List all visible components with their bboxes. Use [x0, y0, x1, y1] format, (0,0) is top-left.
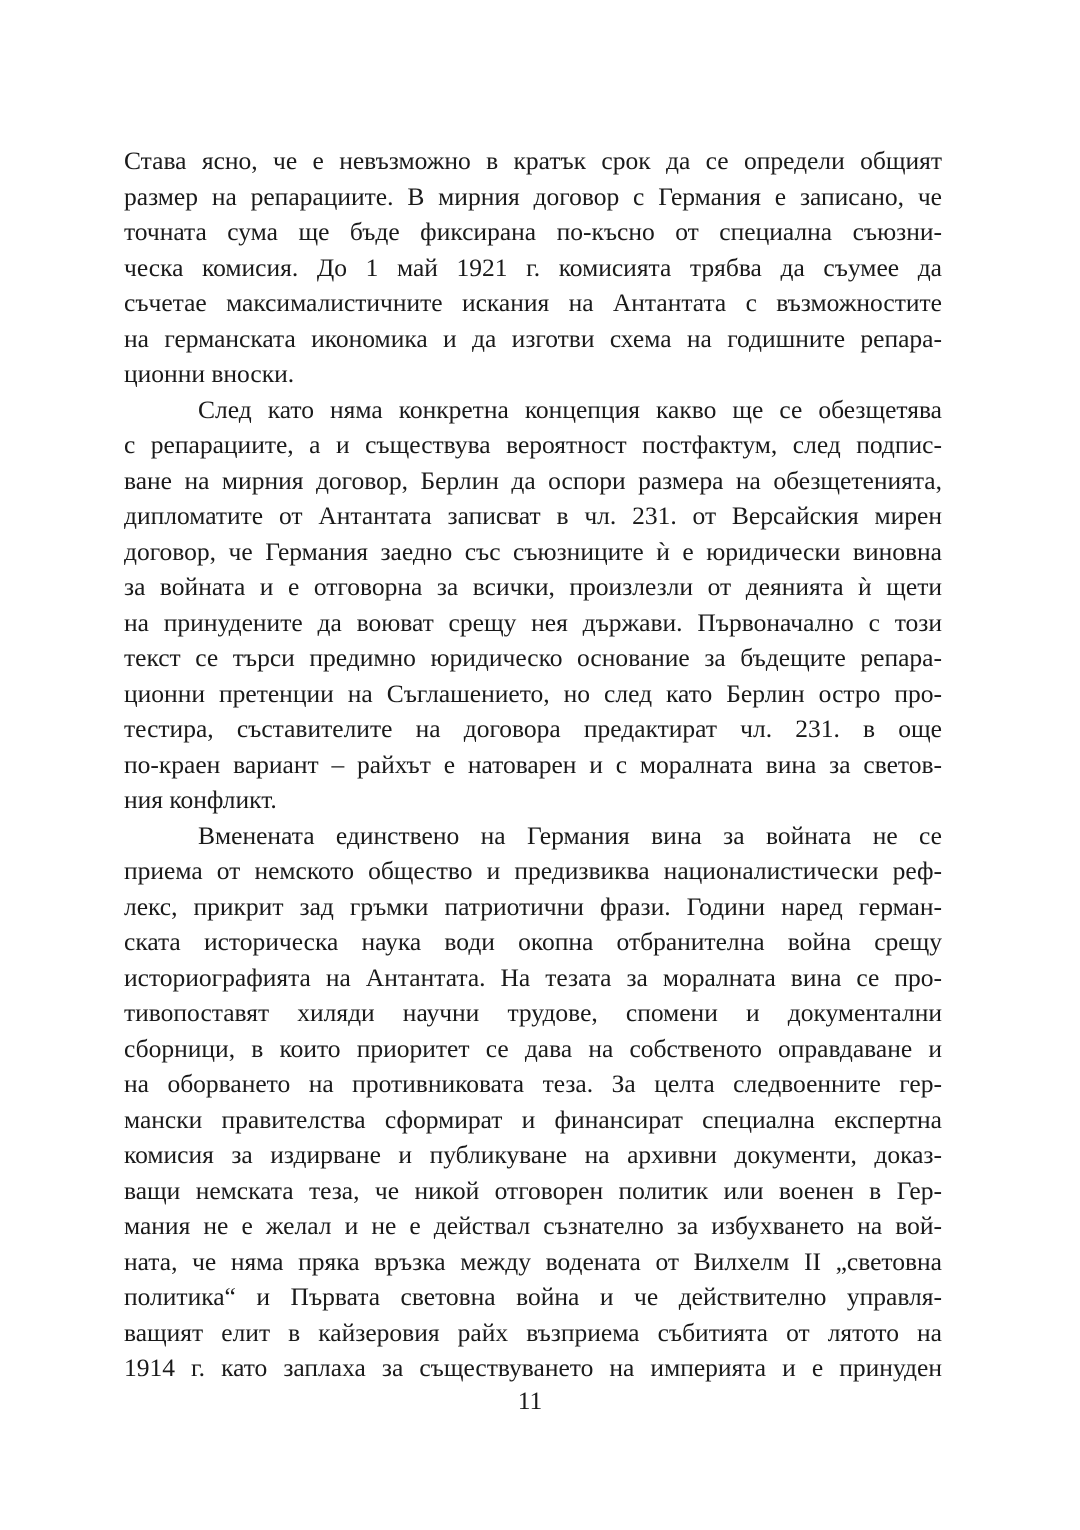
- paragraph-3-line-9: мански правителства сформират и финансират специална експертна: [124, 1104, 942, 1134]
- paragraph-3-line-16: 1914 г. като заплаха за съществуването на империята и е принуден: [124, 1353, 942, 1382]
- paragraph-1-line-6: на германската икономика и да изготви схема на годишните репара-: [124, 323, 942, 353]
- paragraph-1-line-2: размер на репарациите. В мирния договор с Германия е записано, че: [124, 181, 942, 211]
- paragraph-1-line-5: съчетае максималистичните искания на Антантата с възможностите: [124, 288, 942, 317]
- paragraph-1-line-4: ческа комисия. До 1 май 1921 г. комисията трябва да съумее да: [124, 252, 942, 282]
- paragraph-3-line-15: ващият елит в кайзеровия райх възприема събитията от лятото на: [124, 1317, 942, 1347]
- paragraph-2-line-3: ване на мирния договор, Берлин да оспори размера на обезщетенията,: [124, 465, 942, 495]
- paragraph-3-line-7: сборници, в които приоритет се дава на собственото оправдаване и: [124, 1033, 942, 1063]
- paragraph-1-line-7: ционни вноски.: [124, 359, 295, 388]
- paragraph-3-line-5: историографията на Антантата. На тезата за моралната вина се про-: [124, 962, 942, 992]
- paragraph-3-line-11: ващи немската теза, че никой отговорен политик или военен в Гер-: [124, 1175, 942, 1205]
- paragraph-3-line-3: лекс, прикрит зад гръмки патриотични фрази. Години наред герман-: [124, 891, 942, 921]
- paragraph-3-line-14: политика“ и Първата световна война и че действително управля-: [124, 1282, 942, 1311]
- paragraph-2-line-11: по-краен вариант – райхът е натоварен и с моралната вина за светов-: [124, 749, 942, 779]
- paragraph-2-line-8: текст се търси предимно юридическо основание за бъдещите репара-: [124, 643, 942, 672]
- paragraph-2-line-7: на принудените да воюват срещу нея държави. Първоначално с този: [124, 607, 942, 637]
- paragraph-1-line-3: точната сума ще бъде фиксирана по-късно от специална съюзни-: [124, 217, 942, 246]
- paragraph-2-line-10: тестира, съставителите на договора предактират чл. 231. в още: [124, 714, 942, 743]
- paragraph-2-line-1: След като няма конкретна концепция какво ще се обезщетява: [198, 394, 942, 424]
- paragraph-3-line-10: комисия за издирване и публикуване на архивни документи, доказ-: [124, 1140, 942, 1169]
- body-text: [124, 143, 942, 1386]
- paragraph-3-line-2: приема от немското общество и предизвиква националистически реф-: [124, 856, 942, 885]
- page-number: 11: [517, 1386, 543, 1415]
- paragraph-3-line-8: на оборването на противниковата теза. За целта следвоенните гер-: [124, 1069, 942, 1098]
- paragraph-1-line-1: Става ясно, че е невъзможно в кратък срок да се определи общият: [124, 146, 942, 175]
- paragraph-2-line-2: с репарациите, а и съществува вероятност постфактум, след подпис-: [124, 430, 942, 459]
- paragraph-2-line-9: ционни претенции на Съглашението, но след като Берлин остро про-: [124, 678, 942, 708]
- paragraph-3-line-13: ната, че няма пряка връзка между водената от Вилхелм II „световна: [124, 1246, 942, 1276]
- paragraph-2-line-4: дипломатите от Антантата записват в чл. 231. от Версайския мирен: [124, 501, 942, 530]
- paragraph-2-line-6: за войната и е отговорна за всички, произлезли от деянията ѝ щети: [124, 572, 942, 601]
- paragraph-3-line-6: тивопоставят хиляди научни трудове, спомени и документални: [124, 998, 942, 1027]
- paragraph-2-line-5: договор, че Германия заедно със съюзниците ѝ е юридически виновна: [124, 536, 942, 566]
- paragraph-2-line-12: ния конфликт.: [124, 785, 277, 814]
- paragraph-3-line-4: ската историческа наука води окопна отбранителна война срещу: [124, 927, 942, 956]
- paragraph-3-line-12: мания не е желал и не е действал съзнателно за избухването на вой-: [124, 1211, 942, 1240]
- paragraph-3-line-1: Вменената единствено на Германия вина за войната не се: [198, 820, 942, 850]
